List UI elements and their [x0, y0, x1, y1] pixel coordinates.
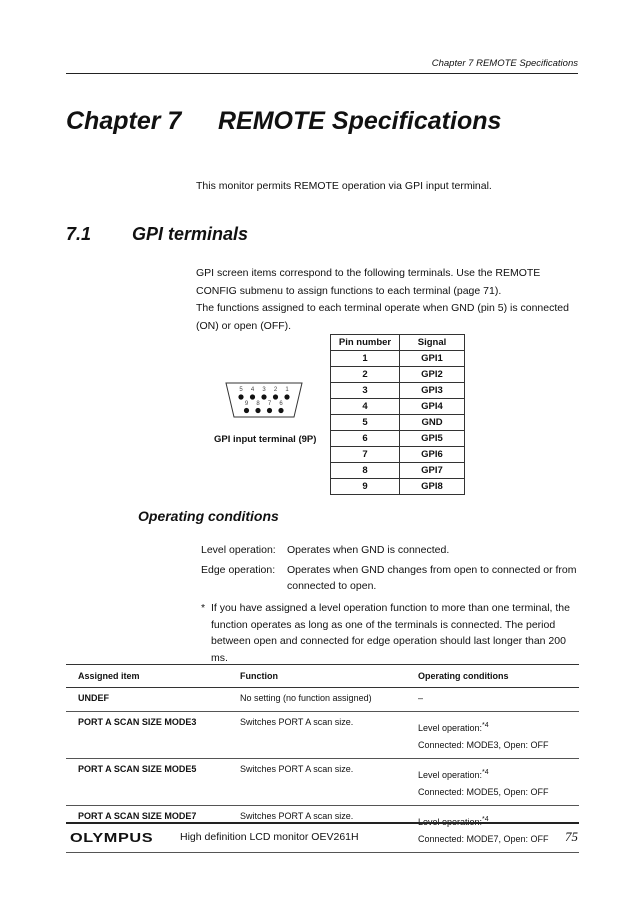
- pin-dot: [250, 394, 255, 399]
- signal: GPI5: [400, 431, 465, 447]
- signal: GND: [400, 415, 465, 431]
- pin-dot: [244, 408, 249, 413]
- header-function: Function: [228, 665, 406, 688]
- operating-conditions-heading: Operating conditions: [138, 508, 279, 524]
- level-operation-label: Level operation:: [201, 544, 276, 556]
- pin-number: 8: [331, 463, 400, 479]
- pin-dot: [273, 394, 278, 399]
- footnote-ref: *4: [482, 722, 489, 729]
- function: Switches PORT A scan size.: [228, 712, 406, 759]
- pin-number: 7: [331, 447, 400, 463]
- chapter-title: [66, 107, 501, 136]
- assignment-table: [66, 664, 579, 853]
- condition-detail: Connected: MODE7, Open: OFF: [418, 834, 549, 844]
- pin-dot: [284, 394, 289, 399]
- footer-model: High definition LCD monitor OEV261H: [180, 831, 359, 843]
- table-row: [331, 383, 465, 399]
- header-rule: [66, 73, 578, 74]
- signal: GPI4: [400, 399, 465, 415]
- table-row: [331, 479, 465, 495]
- table-row: [331, 399, 465, 415]
- pin-label: 4: [250, 387, 255, 393]
- condition-detail: Connected: MODE5, Open: OFF: [418, 787, 549, 797]
- pin-label: 2: [273, 387, 278, 393]
- table-row: [331, 463, 465, 479]
- table-row: [66, 688, 579, 712]
- pin-dot: [238, 394, 243, 399]
- pin-label: 9: [244, 401, 249, 407]
- chapter-number: Chapter 7: [66, 107, 182, 135]
- condition-detail: Connected: MODE3, Open: OFF: [418, 740, 549, 750]
- pin-number: 9: [331, 479, 400, 495]
- signal: GPI2: [400, 367, 465, 383]
- pin-label: 3: [262, 387, 266, 393]
- signal: GPI3: [400, 383, 465, 399]
- condition-type: Level operation:: [418, 770, 483, 780]
- section-paragraph: [196, 265, 581, 335]
- assigned-item: PORT A SCAN SIZE MODE7: [66, 806, 228, 853]
- assigned-item: PORT A SCAN SIZE MODE3: [66, 712, 228, 759]
- table-row: [331, 351, 465, 367]
- paragraph: GPI screen items correspond to the following terminals. Use the REMOTE CONFIG submenu to assign functions to each terminal (page 71).: [196, 267, 541, 297]
- header-operating-conditions: Operating conditions: [406, 665, 579, 688]
- function: Switches PORT A scan size.: [228, 806, 406, 853]
- table-row: [66, 806, 579, 853]
- note-text: If you have assigned a level operation function to more than one terminal, the function operates as long as one of the terminals is connected. The period between open and connected for edge operation should last longer than 200 ms.: [211, 602, 570, 664]
- assigned-item: PORT A SCAN SIZE MODE5: [66, 759, 228, 806]
- edge-operation-text: Operates when GND changes from open to connected or from connected to open.: [287, 564, 577, 592]
- edge-operation-label: Edge operation:: [201, 564, 276, 576]
- intro-text: This monitor permits REMOTE operation via GPI input terminal.: [196, 180, 492, 192]
- pin-number: 3: [331, 383, 400, 399]
- pin-dot: [278, 408, 283, 413]
- function: No setting (no function assigned): [228, 688, 406, 712]
- connector-label: GPI input terminal (9P): [214, 434, 317, 445]
- operating-note: [201, 600, 579, 666]
- table-row: [331, 367, 465, 383]
- pin-number: 6: [331, 431, 400, 447]
- pin-table: [330, 334, 465, 495]
- pin-dot: [261, 394, 266, 399]
- chapter-title-text: REMOTE Specifications: [218, 107, 502, 135]
- signal: GPI8: [400, 479, 465, 495]
- pin-number: 5: [331, 415, 400, 431]
- header-pin-number: Pin number: [331, 335, 400, 351]
- paragraph: The functions assigned to each terminal operate when GND (pin 5) is connected (ON) or open (OFF).: [196, 302, 569, 332]
- pin-label: 6: [279, 401, 283, 407]
- table-row: [331, 447, 465, 463]
- condition-type: Level operation:: [418, 723, 483, 733]
- table-row: [331, 415, 465, 431]
- running-header: Chapter 7 REMOTE Specifications: [431, 58, 578, 69]
- signal: GPI6: [400, 447, 465, 463]
- table-row: [66, 759, 579, 806]
- section-heading: [66, 224, 248, 245]
- pin-label: 1: [285, 387, 289, 393]
- page-number: 75: [565, 829, 578, 844]
- pin-dot: [255, 408, 260, 413]
- operating-condition: [406, 712, 579, 759]
- pin-label: 7: [267, 401, 272, 407]
- pin-table-header: [331, 335, 465, 351]
- section-number: 7.1: [66, 224, 92, 244]
- table-row: [331, 431, 465, 447]
- signal: GPI1: [400, 351, 465, 367]
- pin-number: 1: [331, 351, 400, 367]
- section-title: GPI terminals: [132, 224, 249, 244]
- gpi-connector-diagram: [224, 381, 304, 419]
- assigned-item: UNDEF: [66, 688, 228, 712]
- function: Switches PORT A scan size.: [228, 759, 406, 806]
- table-row: [66, 712, 579, 759]
- pin-label: 8: [256, 401, 260, 407]
- signal: GPI7: [400, 463, 465, 479]
- footer-rule: [66, 822, 579, 824]
- pin-number: 2: [331, 367, 400, 383]
- operating-condition: –: [406, 688, 579, 712]
- operating-condition: [406, 806, 579, 853]
- header-assigned-item: Assigned item: [66, 665, 228, 688]
- assignment-table-header: [66, 665, 579, 688]
- footnote-ref: *4: [482, 769, 489, 776]
- header-signal: Signal: [400, 335, 465, 351]
- pin-number: 4: [331, 399, 400, 415]
- condition-type: Level operation:: [418, 817, 483, 827]
- olympus-logo: OLYMPUS: [70, 830, 154, 845]
- note-asterisk: *: [201, 602, 206, 614]
- operating-condition: [406, 759, 579, 806]
- level-operation-text: Operates when GND is connected.: [287, 544, 450, 556]
- pin-label: 5: [239, 387, 243, 393]
- pin-dot: [267, 408, 272, 413]
- footnote-ref: *4: [482, 816, 489, 823]
